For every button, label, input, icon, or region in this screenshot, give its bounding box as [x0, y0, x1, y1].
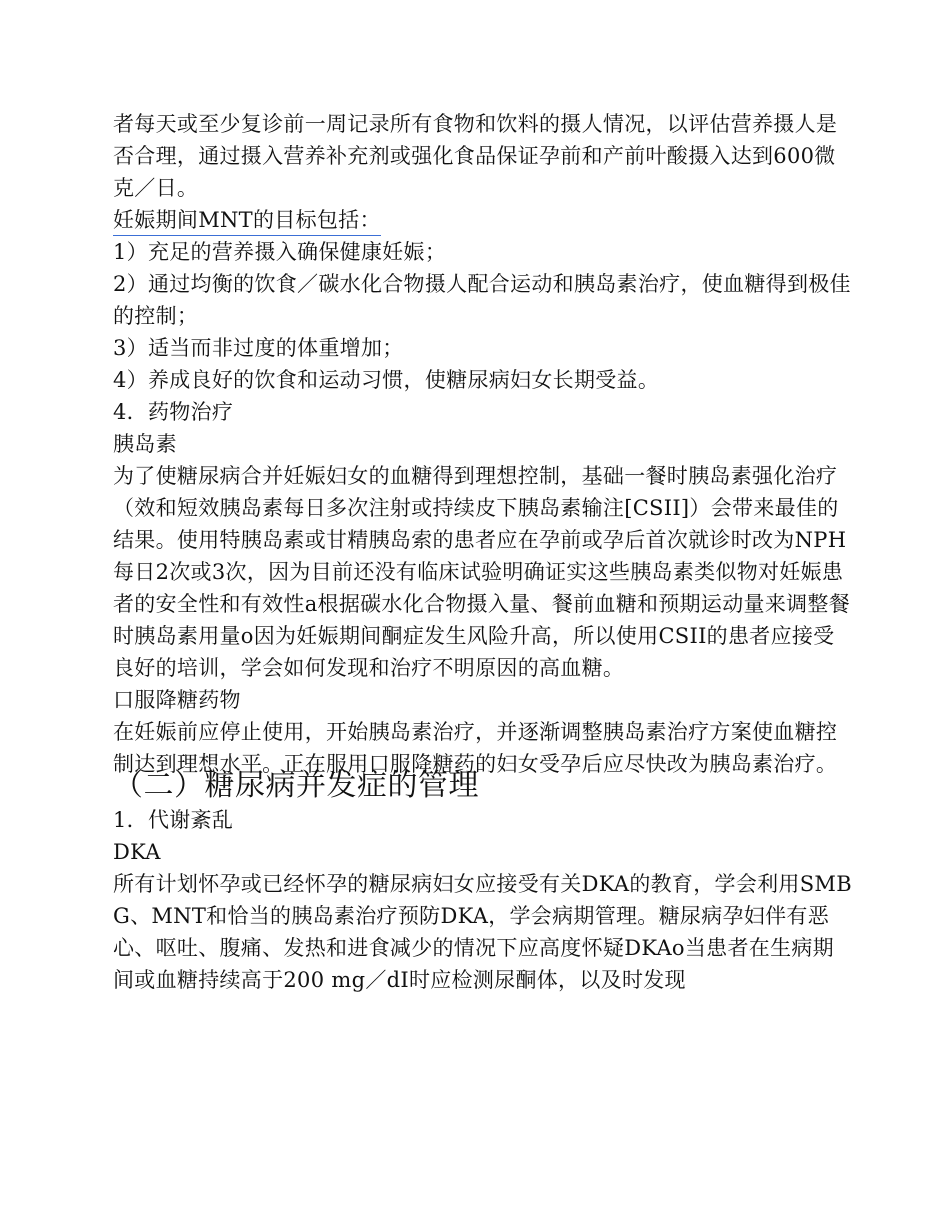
oral-drugs-paragraph: 在妊娠前应停止使用，开始胰岛素治疗，并逐渐调整胰岛素治疗方案使血糖控制达到理想水平。正在服用口服降糖药的妇女受孕后应尽快改为胰岛素治疗。 [113, 720, 838, 776]
dka-heading: DKA [113, 840, 161, 864]
metabolic-disorder-heading: 1．代谢紊乱 [113, 808, 234, 832]
insulin-paragraph: 为了使糖尿病合并妊娠妇女的血糖得到理想控制，基础一餐时胰岛素强化治疗（效和短效胰岛素每日多次注射或持续皮下胰岛素输注[CSII]）会带来最佳的结果。使用特胰岛素或甘精胰岛索的患者应在孕前或孕后首次就诊时改为NPH每日2次或3次，因为目前还没有临床试验明确证实这些胰岛素类似物对妊娠患者的安全性和有效性a根据碳水化合物摄入量、餐前血糖和预期运动量来调整餐时胰岛素用量o因为妊娠期间酮症发生风险升高，所以使用CSII的患者应接受良好的培训，学会如何发现和治疗不明原因的高血糖。 [113, 464, 851, 680]
goal-item-2: 2）通过均衡的饮食／碳水化合物摄人配合运动和胰岛素治疗，使血糖得到极佳的控制； [113, 272, 851, 328]
mnt-goals-title-line [113, 204, 853, 236]
goal-item-1: 1）充足的营养摄入确保健康妊娠； [113, 240, 447, 264]
insulin-heading: 胰岛素 [113, 432, 177, 456]
goal-item-4: 4）养成良好的饮食和运动习惯，使糖尿病妇女长期受益。 [113, 368, 660, 392]
intro-paragraph: 者每天或至少复诊前一周记录所有食物和饮料的摄人情况，以评估营养摄人是否合理，通过摄入营养补充剂或强化食品保证孕前和产前叶酸摄入达到600微克／日。 [113, 112, 838, 200]
oral-drugs-heading: 口服降糖药物 [113, 688, 241, 712]
mnt-goals-title: 妊娠期间MNT的目标包括： [113, 205, 381, 236]
document-body [113, 108, 853, 996]
section-drug-therapy: 4．药物治疗 [113, 400, 234, 424]
dka-paragraph: 所有计划怀孕或已经怀孕的糖尿病妇女应接受有关DKA的教育，学会利用SMBG、MNT和恰当的胰岛素治疗预防DKA，学会病期管理。糖尿病孕妇伴有恶心、呕吐、腹痛、发热和进食减少的情况下应高度怀疑DKAo当患者在生病期间或血糖持续高于200 mg／dI时应检测尿酮体，以及时发现 [113, 872, 852, 992]
complications-section-heading: （二）糖尿病并发症的管理 [113, 768, 479, 803]
goal-item-3: 3）适当而非过度的体重增加； [113, 336, 404, 360]
